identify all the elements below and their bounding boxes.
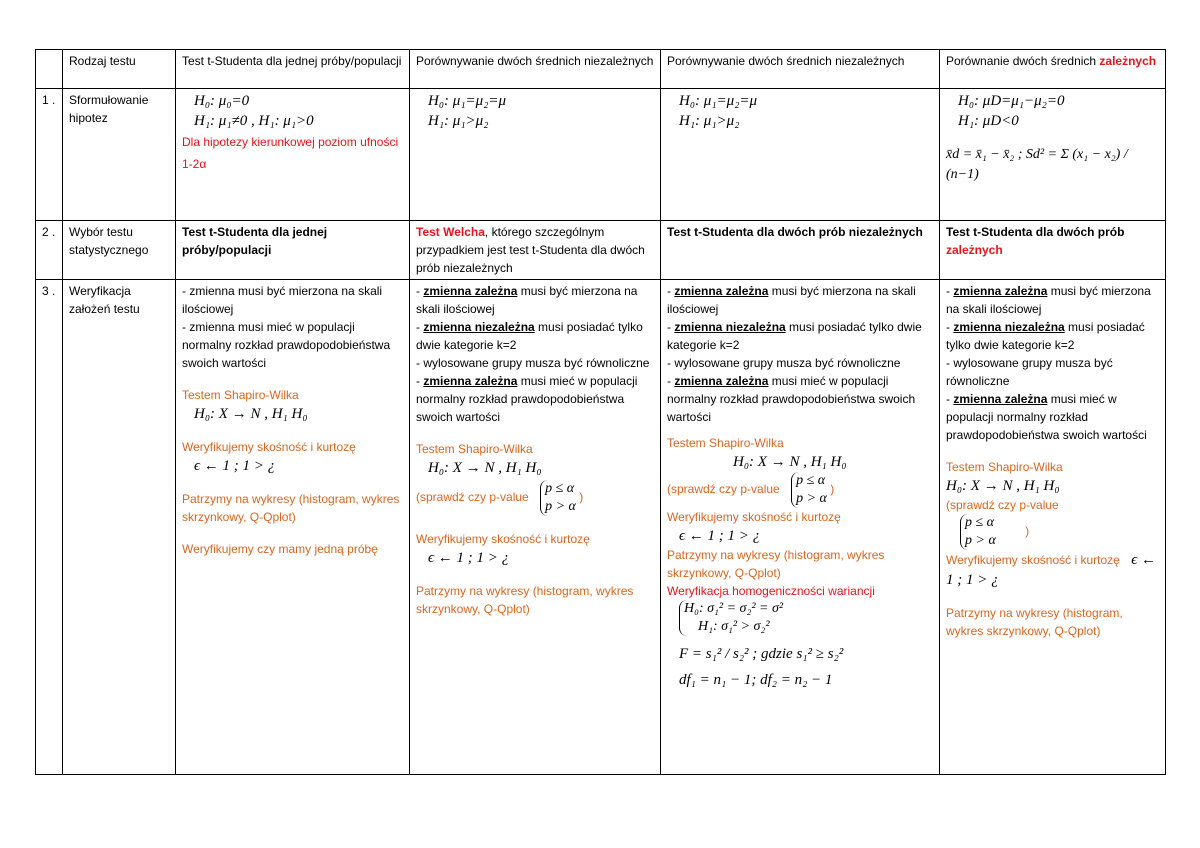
pvalue-label: (sprawdź czy p-value	[667, 482, 780, 497]
header-dependent-keyword: zależnych	[1099, 54, 1157, 68]
assumption-item: - zmienna zależna musi mieć w populacji normalny rozkład prawdopodobieństwa swoich wartości	[946, 392, 1147, 442]
assumption-item: - wylosowane grupy musza być równoliczne	[667, 356, 901, 370]
dependent-variable-term: zmienna zależna	[953, 392, 1048, 406]
cell-test-dependent	[940, 221, 1166, 280]
cell-assumptions-dependent	[940, 280, 1166, 775]
row-test-choice	[36, 221, 1166, 280]
shapiro-wilk-label: Testem Shapiro-Wilka	[416, 442, 533, 456]
row-number: 1 .	[36, 89, 63, 221]
shapiro-wilk-hypothesis: H₀: X → N , H₁ H₀	[428, 460, 542, 476]
assumption-item: - zmienna musi być mierzona na skali ilościowej	[182, 284, 383, 316]
difference-variance-formula: x̄d = x̄₁ − x̄₂ ; Sd² = Σ (x₁ − x₂) / (n−1)	[946, 147, 1128, 182]
pvalue-brace	[791, 472, 827, 508]
welch-test-description: , którego szczególnym przypadkiem jest test t-Studenta dla dwóch prób niezależnych	[416, 225, 645, 275]
skewness-kurtosis-range: ϵ ← 1 ; 1 > ¿	[194, 458, 276, 474]
assumption-text: musi być mierzona na skali ilościowej	[416, 284, 638, 316]
row-label: Wybór testu statystycznego	[63, 221, 176, 280]
header-dependent	[940, 50, 1166, 89]
dependent-variable-term: zmienna zależna	[674, 374, 769, 388]
row-label: Weryfikacja założeń testu	[63, 280, 176, 775]
hypothesis-h0: H₀: μ₁=μ₂=μ	[679, 93, 758, 109]
assumption-text: musi posiadać tylko dwie kategorie k=2	[416, 320, 643, 352]
variance-h1: H₁: σ₁² > σ₂²	[698, 619, 770, 634]
row-number: 2 .	[36, 221, 63, 280]
hypothesis-h0: H₀: μ₁=μ₂=μ	[428, 93, 507, 109]
pvalue-accept: p ≤ α	[545, 481, 575, 496]
skewness-kurtosis-label: Weryfikujemy skośność i kurtozę	[667, 510, 841, 524]
assumption-text: musi być mierzona na skali ilościowej	[946, 284, 1151, 316]
pvalue-brace	[960, 514, 996, 550]
directional-note: Dla hipotezy kierunkowej poziom ufności 1-2α	[182, 135, 399, 171]
cell-test-independent-1	[410, 221, 661, 280]
shapiro-wilk-label: Testem Shapiro-Wilka	[667, 436, 784, 450]
one-sample-check: Weryfikujemy czy mamy jedną próbę	[182, 542, 378, 556]
shapiro-wilk-label: Testem Shapiro-Wilka	[182, 388, 299, 402]
hypothesis-h1: H₁: μ₁≠0 , H₁: μ₁>0	[194, 113, 314, 129]
assumption-text: musi mieć w populacji normalny rozkład prawdopodobieństwa swoich wartości	[416, 374, 638, 424]
row-hypotheses	[36, 89, 1166, 221]
pvalue-close: )	[579, 490, 584, 505]
hypothesis-h1: H₁: μD<0	[958, 113, 1019, 129]
skewness-kurtosis-label: Weryfikujemy skośność i kurtozę	[182, 440, 356, 454]
assumption-text: musi mieć w populacji normalny rozkład prawdopodobieństwa swoich wartości	[946, 392, 1147, 442]
plots-note: Patrzymy na wykresy (histogram, wykres skrzynkowy, Q-Qplot)	[946, 606, 1123, 638]
assumption-item: - zmienna zależna musi być mierzona na skali ilościowej	[667, 284, 916, 316]
shapiro-wilk-hypothesis: H₀: X → N , H₁ H₀	[946, 478, 1060, 494]
plots-note: Patrzymy na wykresy (histogram, wykres skrzynkowy, Q-Qplot)	[667, 548, 885, 580]
cell-hypotheses-independent-2	[661, 89, 940, 221]
assumption-text: musi być mierzona na skali ilościowej	[667, 284, 916, 316]
dependent-variable-term: zmienna zależna	[423, 374, 518, 388]
variance-hypotheses	[679, 600, 783, 636]
assumption-item: - zmienna zależna musi być mierzona na skali ilościowej	[946, 284, 1151, 316]
pvalue-brace	[540, 480, 576, 516]
pvalue-check	[667, 472, 933, 508]
assumption-text: musi posiadać tylko dwie kategorie k=2	[946, 320, 1145, 352]
shapiro-wilk-hypothesis: H₀: X → N , H₁ H₀	[733, 454, 847, 470]
header-row	[36, 50, 1166, 89]
row-assumptions	[36, 280, 1166, 775]
cell-assumptions-one-sample	[176, 280, 410, 775]
pvalue-check	[946, 514, 1159, 550]
pvalue-label: (sprawdź czy p-value	[946, 498, 1059, 512]
row-label: Sformułowanie hipotez	[63, 89, 176, 221]
dependent-variable-term: zmienna zależna	[423, 284, 518, 298]
cell-assumptions-independent-1	[410, 280, 661, 775]
skewness-kurtosis-text: Weryfikujemy skośność i kurtozę	[946, 553, 1120, 567]
skewness-kurtosis-range: ϵ ← 1 ; 1 > ¿	[428, 550, 510, 566]
plots-note: Patrzymy na wykresy (histogram, wykres skrzynkowy, Q-Qplot)	[416, 584, 634, 616]
assumption-item: - zmienna niezależna musi posiadać tylko dwie kategorie k=2	[946, 320, 1145, 352]
pvalue-reject: p > α	[796, 491, 827, 506]
independent-variable-term: zmienna niezależna	[953, 320, 1065, 334]
header-dependent-text: Porównanie dwóch średnich	[946, 54, 1100, 68]
skewness-kurtosis-range: ϵ ← 1 ; 1 > ¿	[946, 552, 1156, 588]
pvalue-close: )	[1025, 524, 1030, 539]
pvalue-reject: p > α	[965, 533, 996, 548]
assumption-item: - zmienna zależna musi mieć w populacji normalny rozkład prawdopodobieństwa swoich wartości	[667, 374, 916, 424]
welch-test-label: Test Welcha	[416, 225, 485, 239]
pvalue-label: (sprawdź czy p-value	[416, 490, 529, 505]
header-independent-2: Porównywanie dwóch średnich niezależnych	[661, 50, 940, 89]
cell-test-one-sample: Test t-Studenta dla jednej próby/populacji	[176, 221, 410, 280]
assumption-item: - zmienna zależna musi być mierzona na skali ilościowej	[416, 284, 638, 316]
row-number: 3 .	[36, 280, 63, 775]
assumption-item: - zmienna musi mieć w populacji normalny rozkład prawdopodobieństwa swoich wartości	[182, 320, 391, 370]
pvalue-accept: p ≤ α	[796, 473, 826, 488]
pvalue-check	[416, 480, 654, 516]
assumption-item: - zmienna niezależna musi posiadać tylko dwie kategorie k=2	[416, 320, 643, 352]
shapiro-wilk-hypothesis: H₀: X → N , H₁ H₀	[194, 406, 308, 422]
assumption-item: - wylosowane grupy musza być równoliczne	[416, 356, 650, 370]
cell-hypotheses-one-sample	[176, 89, 410, 221]
hypothesis-h1: H₁: μ₁>μ₂	[679, 113, 740, 129]
dependent-variable-term: zmienna zależna	[953, 284, 1048, 298]
assumption-text: musi mieć w populacji normalny rozkład prawdopodobieństwa swoich wartości	[667, 374, 916, 424]
cell-hypotheses-independent-1	[410, 89, 661, 221]
header-independent-1: Porównywanie dwóch średnich niezależnych	[410, 50, 661, 89]
assumption-item: - wylosowane grupy musza być równoliczne	[946, 356, 1113, 388]
variance-h0: H₀: σ₁² = σ₂² = σ²	[684, 601, 784, 616]
variance-homogeneity-label: Weryfikacja homogeniczności wariancji	[667, 584, 875, 598]
cell-test-independent-2: Test t-Studenta dla dwóch prób niezależnych	[661, 221, 940, 280]
assumption-item: - zmienna zależna musi mieć w populacji normalny rozkład prawdopodobieństwa swoich wartości	[416, 374, 638, 424]
cell-hypotheses-dependent	[940, 89, 1166, 221]
header-test-type: Rodzaj testu	[63, 50, 176, 89]
plots-note: Patrzymy na wykresy (histogram, wykres skrzynkowy, Q-Qplot)	[182, 492, 400, 524]
f-statistic-formula: F = s₁² / s₂² ; gdzie s₁² ≥ s₂²	[679, 646, 844, 662]
skewness-kurtosis-range: ϵ ← 1 ; 1 > ¿	[679, 528, 761, 544]
statistics-summary-table	[35, 49, 1166, 775]
pvalue-accept: p ≤ α	[965, 515, 995, 530]
skewness-kurtosis-label	[946, 550, 1159, 590]
pvalue-close: )	[830, 482, 835, 497]
header-one-sample: Test t-Studenta dla jednej próby/populacji	[176, 50, 410, 89]
assumption-text: musi posiadać tylko dwie kategorie k=2	[667, 320, 922, 352]
skewness-kurtosis-label: Weryfikujemy skośność i kurtozę	[416, 532, 590, 546]
dependent-variable-term: zmienna zależna	[674, 284, 769, 298]
hypothesis-h0: H₀: μ₀=0	[194, 93, 250, 109]
assumption-item: - zmienna niezależna musi posiadać tylko dwie kategorie k=2	[667, 320, 922, 352]
independent-variable-term: zmienna niezależna	[674, 320, 786, 334]
hypothesis-h1: H₁: μ₁>μ₂	[428, 113, 489, 129]
dependent-test-keyword: zależnych	[946, 243, 1003, 257]
degrees-of-freedom: df₁ = n₁ − 1; df₂ = n₂ − 1	[679, 672, 833, 688]
independent-variable-term: zmienna niezależna	[423, 320, 535, 334]
cell-assumptions-independent-2	[661, 280, 940, 775]
pvalue-reject: p > α	[545, 499, 576, 514]
shapiro-wilk-label: Testem Shapiro-Wilka	[946, 460, 1063, 474]
hypothesis-h0: H₀: μD=μ₁−μ₂=0	[958, 93, 1065, 109]
dependent-test-text: Test t-Studenta dla dwóch prób	[946, 225, 1125, 239]
header-corner-cell	[36, 50, 63, 89]
